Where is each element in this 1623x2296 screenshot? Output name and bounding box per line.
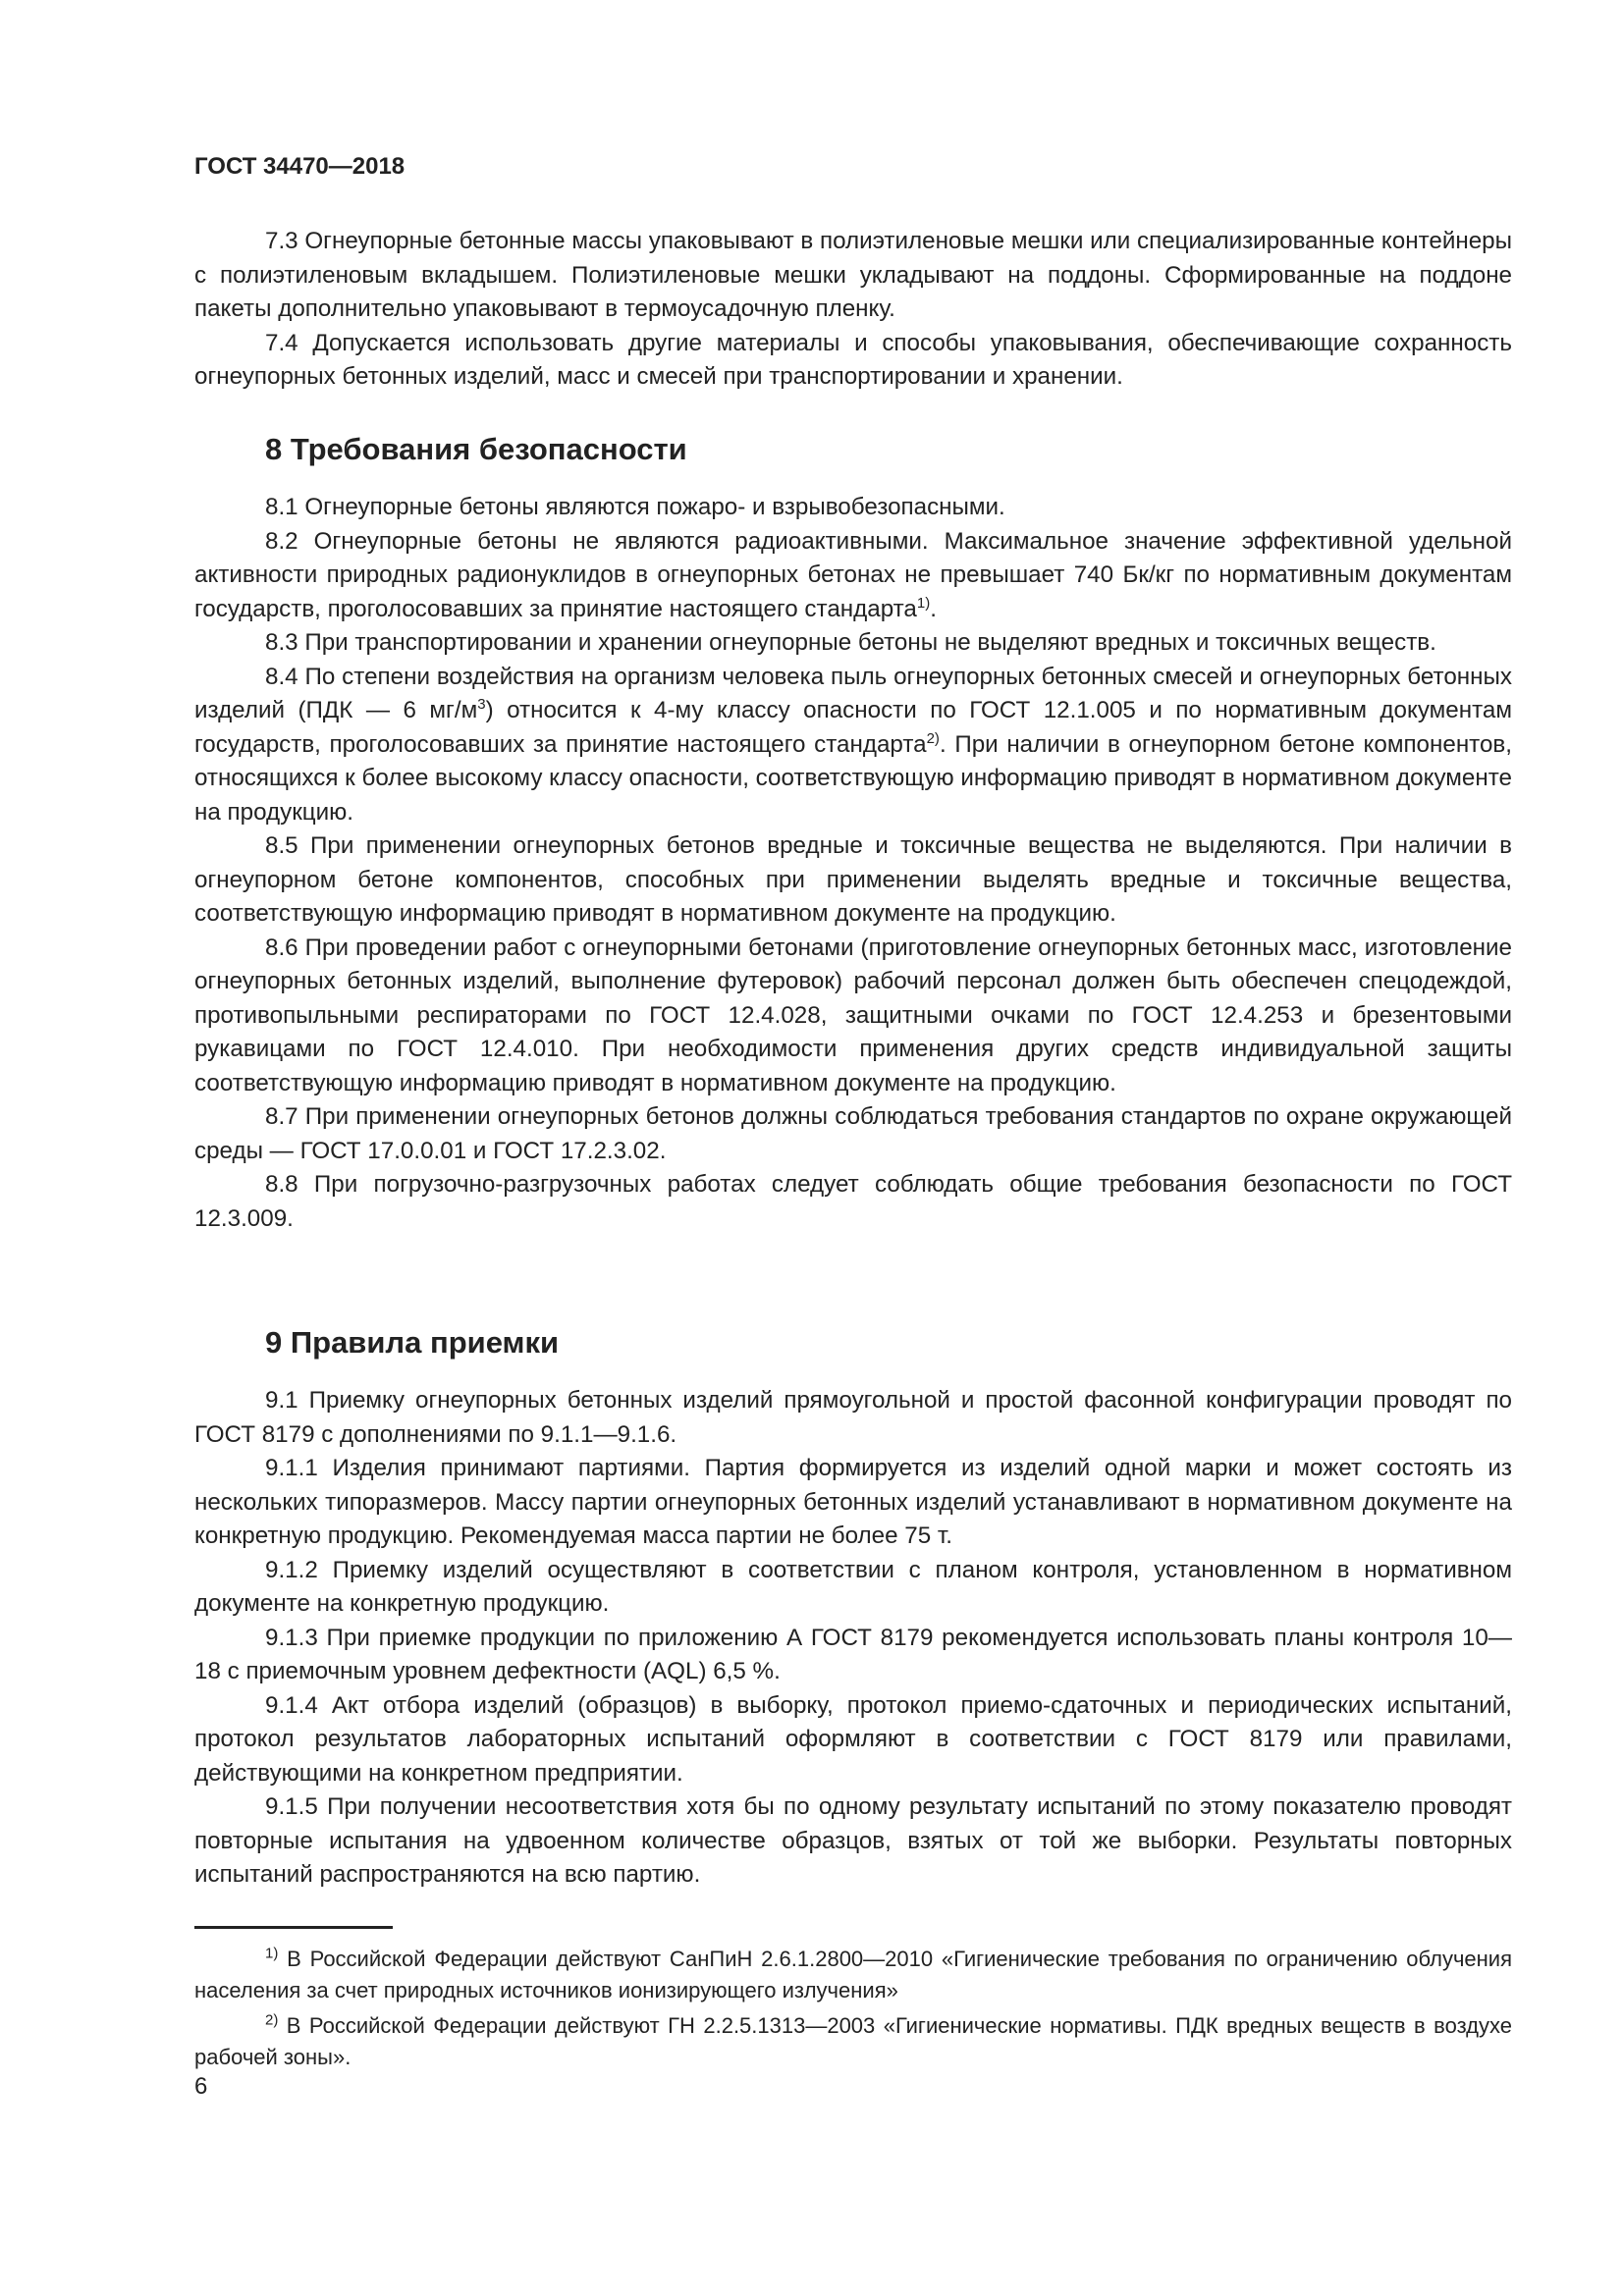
text: 8.4 По степени воздействия на организм человека пыль огнеупорных бетонных смесей и огнеупорных бетонных изделий (ПДК — 6 мг/м: [194, 663, 1512, 723]
footnotes: [194, 1944, 1512, 2077]
section-9: [194, 1323, 1512, 1893]
footnote-ref[interactable]: 2): [926, 729, 940, 747]
section-8: [194, 430, 1512, 1236]
paragraph-8-8: 8.8 При погрузочно-разгрузочных работах следует соблюдать общие требования безопасности по ГОСТ 12.3.009.: [194, 1171, 1512, 1232]
document-header: ГОСТ 34470—2018: [194, 153, 406, 180]
footnote-ref[interactable]: 1): [916, 594, 931, 612]
section-7: [194, 225, 1512, 395]
paragraph-9-1-4: 9.1.4 Акт отбора изделий (образцов) в выборку, протокол приемо-сдаточных и периодических испытаний, протокол результатов лабораторных испытаний оформляют в соответствии с ГОСТ 8179 или правилами, действующими на конкретном предприятии.: [194, 1691, 1512, 1787]
footnote-mark: 2): [265, 2011, 279, 2029]
footnote-1: [194, 1944, 1512, 2006]
paragraph-8-5: 8.5 При применении огнеупорных бетонов вредные и токсичные вещества не выделяются. При наличии в огнеупорном бетоне компонентов, способных при применении выделять вредные и токсичные вещества, соответствующую информацию приводят в нормативном документе на продукцию.: [194, 832, 1512, 927]
superscript: 3: [477, 695, 486, 713]
footnote-mark: 1): [265, 1945, 279, 1962]
footnote-text: В Российской Федерации действуют СанПиН 2.6.1.2800—2010 «Гигиенические требования по ограничению облучения населения за счет природных источников ионизирующего излучения»: [194, 1947, 1512, 2002]
paragraph-8-6: 8.6 При проведении работ с огнеупорными бетонами (приготовление огнеупорных бетонных масс, изготовление огнеупорных бетонных изделий, выполнение футеровок) рабочий персонал должен быть обеспечен спецодеждой, противопыльными респираторами по ГОСТ 12.4.028, защитными очками по ГОСТ 12.4.253 и брезентовыми рукавицами по ГОСТ 12.4.010. При необходимости применения других средств индивидуальной защиты соответствующую информацию приводят в нормативном документе на продукцию.: [194, 934, 1512, 1096]
footnote-divider: [194, 1926, 393, 1929]
section-8-title: 8 Требования безопасности: [265, 432, 687, 466]
text: . При наличии в огнеупорном бетоне компонентов, относящихся к более высокому классу опасности, соответствующую информацию приводят в нормативном документе на продукцию.: [194, 730, 1513, 826]
paragraph-8-2: [194, 525, 1512, 627]
footnote-2: [194, 2010, 1512, 2073]
paragraph-7-4: 7.4 Допускается использовать другие материалы и способы упаковывания, обеспечивающие сохранность огнеупорных бетонных изделий, масс и смесей при транспортировании и хранении.: [194, 329, 1512, 390]
section-9-title: 9 Правила приемки: [265, 1325, 560, 1360]
page-number: 6: [194, 2073, 208, 2100]
text: .: [930, 595, 937, 622]
paragraph-9-1-2: 9.1.2 Приемку изделий осуществляют в соответствии с планом контроля, установленном в нормативном документе на конкретную продукцию.: [194, 1556, 1512, 1617]
paragraph-9-1-1: 9.1.1 Изделия принимают партиями. Партия формируется из изделий одной марки и может состоять из нескольких типоразмеров. Массу партии огнеупорных бетонных изделий устанавливают в нормативном документе на конкретную продукцию. Рекомендуемая масса партии не более 75 т.: [194, 1455, 1512, 1549]
paragraph-8-1: 8.1 Огнеупорные бетоны являются пожаро- и взрывобезопасными.: [265, 494, 1005, 520]
footnote-text: В Российской Федерации действуют ГН 2.2.5.1313—2003 «Гигиенические нормативы. ПДК вредных веществ в воздухе рабочей зоны».: [194, 2013, 1512, 2069]
paragraph-9-1-3: 9.1.3 При приемке продукции по приложению А ГОСТ 8179 рекомендуется использовать планы контроля 10—18 с приемочным уровнем дефектности (AQL) 6,5 %.: [194, 1624, 1512, 1684]
text: 8.2 Огнеупорные бетоны не являются радиоактивными. Максимальное значение эффективной удельной активности природных радионуклидов в огнеупорных бетонах не превышает 740 Бк/кг по нормативным документам государств, проголосовавших за принятие настоящего стандарта: [194, 527, 1512, 622]
paragraph-7-3: 7.3 Огнеупорные бетонные массы упаковывают в полиэтиленовые мешки или специализированные контейнеры с полиэтиленовым вкладышем. Полиэтиленовые мешки укладывают на поддоны. Сформированные на поддоне пакеты дополнительно упаковывают в термоусадочную пленку.: [194, 228, 1512, 322]
text: ) относится к 4-му классу опасности по ГОСТ 12.1.005 и по нормативным документам государств, проголосовавших за принятие настоящего стандарта: [194, 697, 1513, 758]
paragraph-9-1-5: 9.1.5 При получении несоответствия хотя бы по одному результату испытаний по этому показателю проводят повторные испытания на удвоенном количестве образцов, взятых от той же выборки. Результаты повторных испытаний распространяются на всю партию.: [194, 1793, 1512, 1888]
paragraph-8-7: 8.7 При применении огнеупорных бетонов должны соблюдаться требования стандартов по охране окружающей среды — ГОСТ 17.0.0.01 и ГОСТ 17.2.3.02.: [194, 1103, 1512, 1164]
paragraph-9-1: 9.1 Приемку огнеупорных бетонных изделий прямоугольной и простой фасонной конфигурации проводят по ГОСТ 8179 с дополнениями по 9.1.1—9.1.6.: [194, 1387, 1512, 1448]
paragraph-8-3: 8.3 При транспортировании и хранении огнеупорные бетоны не выделяют вредных и токсичных веществ.: [265, 629, 1436, 656]
paragraph-8-4: [194, 661, 1512, 830]
